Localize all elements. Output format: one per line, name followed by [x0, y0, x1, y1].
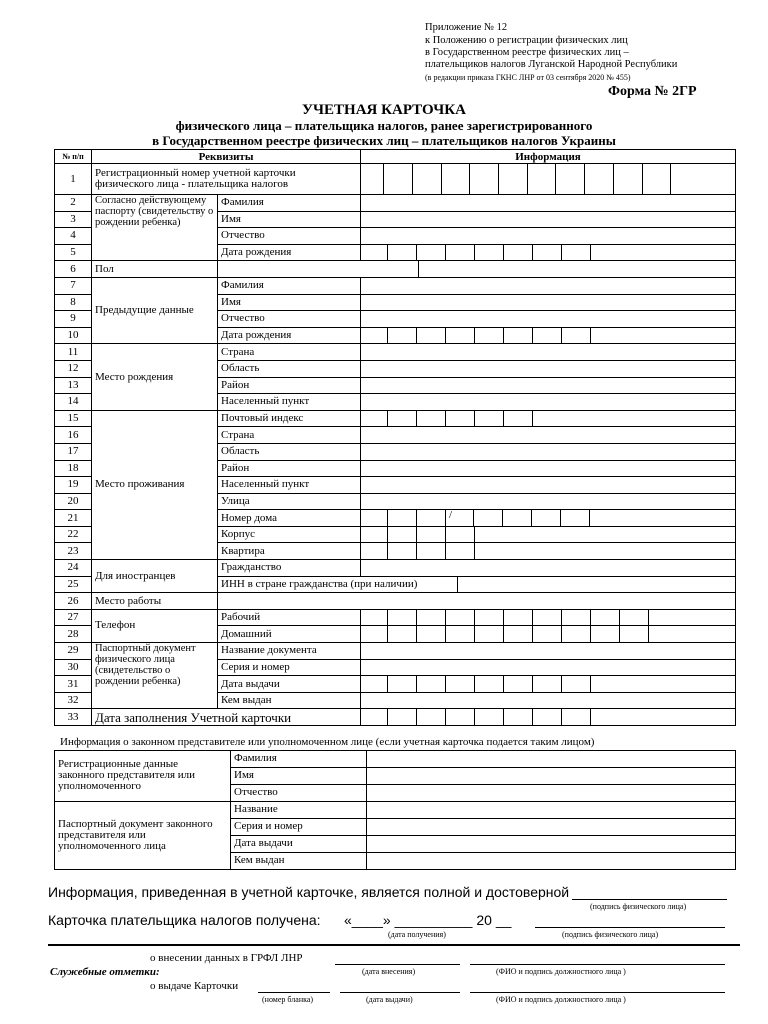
- row-number: 31: [55, 676, 92, 693]
- res-country-label: Страна: [218, 427, 361, 444]
- patronymic-label: Отчество: [218, 228, 361, 245]
- table-row: [55, 801, 736, 818]
- table-row: [55, 751, 736, 768]
- row-number: 24: [55, 560, 92, 577]
- doc-group-label: Паспортный документ физического лица (свидетельство о рождении ребенка): [92, 643, 218, 709]
- appendix-line2: в Государственном реестре физических лиц –: [425, 47, 629, 58]
- fill-date-label: Дата заполнения Учетной карточки: [92, 709, 361, 726]
- appendix-edition: (в редакции приказа ГКНС ЛНР от 03 сентября 2020 № 455): [425, 73, 631, 82]
- rep-doc-label: Паспортный документ законного представителя или уполномоченного лица: [55, 801, 231, 869]
- rep-doc-name-label: Название: [231, 801, 367, 818]
- prev-name-label: Имя: [218, 294, 361, 311]
- rep-surname-label: Фамилия: [231, 751, 367, 768]
- entry-official-line[interactable]: [470, 964, 725, 965]
- house-slash: /: [446, 510, 474, 526]
- row-number: 1: [55, 164, 92, 195]
- row-number: 26: [55, 593, 92, 610]
- table-row: [55, 593, 736, 610]
- row-number: 12: [55, 360, 92, 377]
- issue-date-line[interactable]: [340, 992, 460, 993]
- received-text: Карточка плательщика налогов получена:: [48, 912, 321, 928]
- row-number: 29: [55, 643, 92, 660]
- house-label: Номер дома: [218, 510, 361, 527]
- col-info-header: Информация: [361, 150, 736, 164]
- sex-label: Пол: [92, 261, 218, 278]
- doc-name-label: Название документа: [218, 643, 361, 660]
- home-phone-cells[interactable]: [361, 626, 736, 643]
- house-cells[interactable]: [361, 510, 736, 527]
- rep-issue-date-field[interactable]: [367, 835, 736, 852]
- table-row: [55, 344, 736, 361]
- fill-date-cells[interactable]: [361, 709, 736, 726]
- row-number: 22: [55, 526, 92, 543]
- entry-date-caption: (дата внесения): [362, 967, 416, 976]
- issue-date-caption: (дата выдачи): [366, 995, 413, 1004]
- row-number: 2: [55, 195, 92, 212]
- table-row: [55, 643, 736, 660]
- service-label: Служебные отметки:: [50, 966, 160, 978]
- row-number: 28: [55, 626, 92, 643]
- birth-country-field[interactable]: [361, 344, 736, 361]
- prev-patronymic-label: Отчество: [218, 311, 361, 328]
- issue-official-caption: (ФИО и подпись должностного лица ): [496, 995, 626, 1004]
- rep-series-field[interactable]: [367, 818, 736, 835]
- row-number: 19: [55, 477, 92, 494]
- row-number: 21: [55, 510, 92, 527]
- flat-cells[interactable]: [361, 543, 736, 560]
- blank-number-line[interactable]: [258, 992, 330, 993]
- row-number: 18: [55, 460, 92, 477]
- reg-number-cells[interactable]: [361, 164, 736, 195]
- row-number: 8: [55, 294, 92, 311]
- res-region-label: Область: [218, 443, 361, 460]
- table-row: [55, 609, 736, 626]
- prev-surname-label: Фамилия: [218, 277, 361, 294]
- col-number-header: № п/п: [55, 150, 92, 164]
- page-subtitle-2: в Государственном реестре физических лиц – плательщиков налогов Украины: [152, 133, 616, 148]
- issue-label: о выдаче Карточки: [150, 980, 239, 992]
- series-label: Серия и номер: [218, 659, 361, 676]
- page-title: УЧЕТНАЯ КАРТОЧКА: [302, 102, 466, 118]
- series-field[interactable]: [361, 659, 736, 676]
- row-number: 30: [55, 659, 92, 676]
- rep-patronymic-field[interactable]: [367, 784, 736, 801]
- work-phone-cells[interactable]: [361, 609, 736, 626]
- blank-number-caption: (номер бланка): [262, 995, 314, 1004]
- row-number: 13: [55, 377, 92, 394]
- row-number: 32: [55, 692, 92, 709]
- street-field[interactable]: [361, 493, 736, 510]
- rep-surname-field[interactable]: [367, 751, 736, 768]
- rep-issued-by-field[interactable]: [367, 852, 736, 869]
- row-number: 7: [55, 277, 92, 294]
- prev-name-field[interactable]: [361, 294, 736, 311]
- birthdate-label: Дата рождения: [218, 244, 361, 261]
- birth-region-label: Область: [218, 360, 361, 377]
- home-phone-label: Домашний: [218, 626, 361, 643]
- table-row: [55, 560, 736, 577]
- res-country-field[interactable]: [361, 427, 736, 444]
- sex-field[interactable]: [218, 261, 736, 278]
- postcode-cells[interactable]: [361, 410, 736, 427]
- street-label: Улица: [218, 493, 361, 510]
- residence-group-label: Место проживания: [92, 410, 218, 559]
- table-row: [55, 277, 736, 294]
- appendix-line3: плательщиков налогов Луганской Народной Республики: [425, 59, 678, 70]
- res-locality-label: Населенный пункт: [218, 477, 361, 494]
- surname-field[interactable]: [361, 195, 736, 212]
- table-row: [55, 195, 736, 212]
- issue-date-cells[interactable]: [361, 676, 736, 693]
- birth-district-field[interactable]: [361, 377, 736, 394]
- row-number: 11: [55, 344, 92, 361]
- reg-number-label: Регистрационный номер учетной карточки физического лица - плательщика налогов: [92, 164, 361, 195]
- issue-official-line[interactable]: [470, 992, 725, 993]
- work-phone-label: Рабочий: [218, 609, 361, 626]
- entry-date-line[interactable]: [335, 964, 460, 965]
- birth-locality-field[interactable]: [361, 394, 736, 411]
- issued-by-label: Кем выдан: [218, 692, 361, 709]
- rep-issued-by-label: Кем выдан: [231, 852, 367, 869]
- work-field[interactable]: [218, 593, 736, 610]
- flat-label: Квартира: [218, 543, 361, 560]
- building-label: Корпус: [218, 526, 361, 543]
- row-number: 6: [55, 261, 92, 278]
- building-cells[interactable]: [361, 526, 736, 543]
- row-number: 5: [55, 244, 92, 261]
- row-number: 20: [55, 493, 92, 510]
- issue-date-label: Дата выдачи: [218, 676, 361, 693]
- form-number: Форма № 2ГР: [608, 84, 697, 99]
- received-date[interactable]: «____» __________ 20 __: [344, 912, 512, 928]
- rep-series-label: Серия и номер: [231, 818, 367, 835]
- table-row: [55, 410, 736, 427]
- prev-patronymic-field[interactable]: [361, 311, 736, 328]
- prev-birthdate-cells[interactable]: [361, 327, 736, 344]
- foreign-group-label: Для иностранцев: [92, 560, 218, 593]
- patronymic-field[interactable]: [361, 228, 736, 245]
- birth-locality-label: Населенный пункт: [218, 394, 361, 411]
- table-row: [55, 709, 736, 726]
- row-number: 17: [55, 443, 92, 460]
- prev-surname-field[interactable]: [361, 277, 736, 294]
- rep-name-field[interactable]: [367, 767, 736, 784]
- statement-text: Информация, приведенная в учетной карточке, является полной и достоверной: [48, 884, 570, 900]
- work-label: Место работы: [92, 593, 218, 610]
- res-locality-field[interactable]: [361, 477, 736, 494]
- row-number: 16: [55, 427, 92, 444]
- signature-line[interactable]: [572, 899, 727, 900]
- birth-country-label: Страна: [218, 344, 361, 361]
- rep-name-label: Имя: [231, 767, 367, 784]
- rep-doc-name-field[interactable]: [367, 801, 736, 818]
- res-district-label: Район: [218, 460, 361, 477]
- rep-issue-date-label: Дата выдачи: [231, 835, 367, 852]
- row-number: 25: [55, 576, 92, 593]
- prev-group-label: Предыдущие данные: [92, 277, 218, 343]
- inn-label: ИНН в стране гражданства (при наличии): [218, 577, 458, 593]
- table-row: [55, 164, 736, 195]
- received-signature-line[interactable]: [535, 927, 725, 928]
- citizenship-label: Гражданство: [218, 560, 361, 577]
- inn-field[interactable]: [458, 577, 735, 593]
- res-region-field[interactable]: [361, 443, 736, 460]
- birthplace-group-label: Место рождения: [92, 344, 218, 410]
- row-number: 27: [55, 609, 92, 626]
- birth-region-field[interactable]: [361, 360, 736, 377]
- row-number: 15: [55, 410, 92, 427]
- row-number: 14: [55, 394, 92, 411]
- row-number: 4: [55, 228, 92, 245]
- row-number: 9: [55, 311, 92, 328]
- passport-group-label: Согласно действующему паспорту (свидетельству о рождении ребенка): [92, 195, 218, 261]
- rep-reg-label: Регистрационные данные законного представителя или уполномоченного: [55, 751, 231, 802]
- phone-group-label: Телефон: [92, 609, 218, 642]
- issued-by-field[interactable]: [361, 692, 736, 709]
- inn-row: [218, 576, 736, 593]
- birth-district-label: Район: [218, 377, 361, 394]
- row-number: 33: [55, 709, 92, 726]
- col-requisites-header: Реквизиты: [92, 150, 361, 164]
- row-number: 10: [55, 327, 92, 344]
- appendix-line1: к Положению о регистрации физических лиц: [425, 35, 628, 46]
- appendix-label: Приложение № 12: [425, 22, 508, 33]
- prev-birthdate-label: Дата рождения: [218, 327, 361, 344]
- page-subtitle-1: физического лица – плательщика налогов, ранее зарегистрированного: [175, 118, 593, 133]
- rep-table: [54, 750, 736, 870]
- rep-heading: Информация о законном представителе или уполномоченном лице (если учетная карточка подается таким лицом): [60, 736, 595, 748]
- name-label: Имя: [218, 211, 361, 228]
- surname-label: Фамилия: [218, 195, 361, 212]
- received-signature-caption: (подпись физического лица): [562, 930, 659, 939]
- entry-label: о внесении данных в ГРФЛ ЛНР: [150, 952, 303, 964]
- row-number: 23: [55, 543, 92, 560]
- entry-official-caption: (ФИО и подпись должностного лица ): [496, 967, 626, 976]
- table-header-row: [55, 150, 736, 164]
- doc-name-field[interactable]: [361, 643, 736, 660]
- rep-patronymic-label: Отчество: [231, 784, 367, 801]
- citizenship-field[interactable]: [361, 560, 736, 577]
- received-date-caption: (дата получения): [388, 930, 446, 939]
- postcode-label: Почтовый индекс: [218, 410, 361, 427]
- signature-caption: (подпись физического лица): [590, 902, 687, 911]
- divider: [48, 944, 740, 946]
- birthdate-cells[interactable]: [361, 244, 736, 261]
- row-number: 3: [55, 211, 92, 228]
- table-row: [55, 261, 736, 278]
- res-district-field[interactable]: [361, 460, 736, 477]
- main-table: [54, 149, 736, 726]
- name-field[interactable]: [361, 211, 736, 228]
